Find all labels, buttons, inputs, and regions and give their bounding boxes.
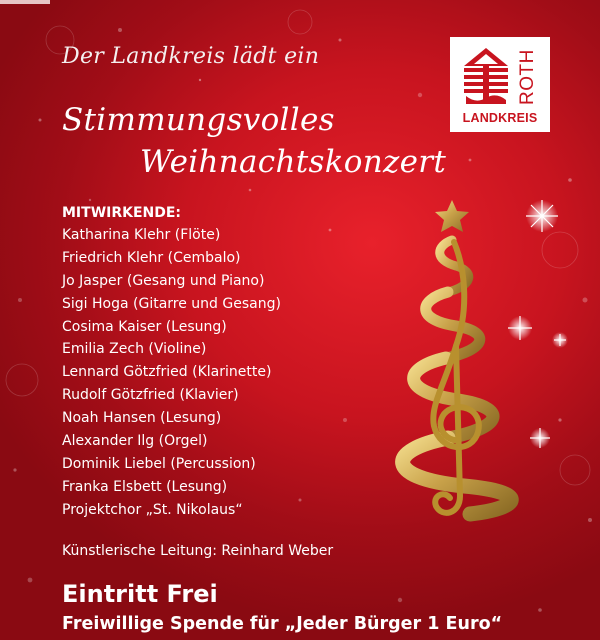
invitation-line: Der Landkreis lädt ein	[62, 44, 320, 69]
performer-item: Lennard Götzfried (Klarinette)	[62, 364, 272, 381]
performer-item: Alexander Ilg (Orgel)	[62, 433, 208, 450]
landkreis-roth-logo	[450, 37, 550, 132]
roth-coat-of-arms-icon	[460, 46, 512, 106]
performer-item: Emilia Zech (Violine)	[62, 341, 207, 358]
performers-heading: MITWIRKENDE:	[62, 205, 182, 221]
logo-landkreis-text: LANDKREIS	[462, 111, 538, 125]
performer-item: Rudolf Götzfried (Klavier)	[62, 387, 239, 404]
performer-item: Dominik Liebel (Percussion)	[62, 455, 256, 472]
performer-item: Sigi Hoga (Gitarre und Gesang)	[62, 295, 281, 312]
artistic-direction: Künstlerische Leitung: Reinhard Weber	[62, 543, 334, 559]
logo-roth-text: ROTH	[517, 49, 538, 105]
admission-headline: Eintritt Frei	[62, 580, 218, 608]
performer-item: Jo Jasper (Gesang und Piano)	[62, 272, 265, 289]
top-edge-strip	[0, 0, 50, 4]
performers-list	[62, 224, 281, 522]
performer-item: Katharina Klehr (Flöte)	[62, 227, 221, 243]
tree-star-icon	[435, 200, 469, 232]
performers-section	[62, 205, 281, 522]
performer-item: Projektchor „St. Nikolaus“	[62, 501, 243, 518]
performer-item: Noah Hansen (Lesung)	[62, 410, 222, 427]
performer-item: Friedrich Klehr (Cembalo)	[62, 249, 241, 266]
performer-item: Franka Elsbett (Lesung)	[62, 478, 228, 495]
music-note-christmas-tree-icon	[360, 196, 580, 536]
donation-note: Freiwillige Spende für „Jeder Bürger 1 Euro“	[62, 614, 503, 634]
concert-title-line1: Stimmungsvolles	[62, 102, 335, 138]
performer-item: Cosima Kaiser (Lesung)	[62, 318, 227, 335]
concert-title-line2: Weihnachtskonzert	[140, 144, 447, 180]
